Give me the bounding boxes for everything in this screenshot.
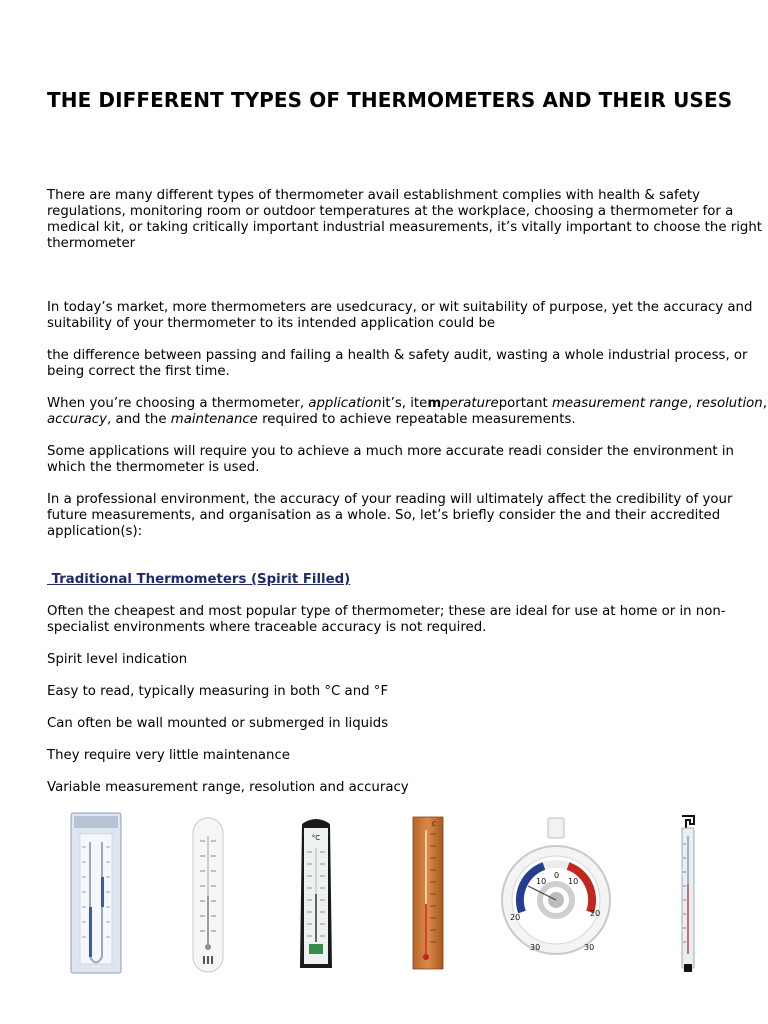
professional-paragraph: In a professional environment, the accuracy of your reading will ultimately affect the credibility of your future measurements, and organisation as a whole. So, let’s briefly consider the and their accredited application(s): (47, 492, 733, 539)
page-title: THE DIFFERENT TYPES OF THERMOMETERS AND THEIR USES (47, 88, 733, 112)
choosing-paragraph (47, 396, 768, 428)
feature-item: Spirit level indication (47, 652, 188, 667)
dial-tick: 10 (568, 877, 579, 886)
intro-paragraph: There are many different types of thermometer avail establishment complies with health & safety regulations, monitoring room or outdoor temperatures at the workplace, choosing a thermometer for a medical kit, or taking critically important industrial measurements, it’s vitally important to choose the right thermometer (47, 188, 762, 251)
choosing-text: portant (498, 396, 552, 411)
choosing-emphasis-resolution: resolution (696, 396, 763, 411)
choosing-emphasis-accuracy: accuracy (47, 412, 107, 427)
choosing-text: , (687, 396, 697, 411)
choosing-text: it’s, ite (381, 396, 428, 411)
choosing-text: , (762, 396, 767, 411)
dial-tick: 20 (590, 909, 601, 918)
applications-paragraph: Some applications will require you to achieve a much more accurate readi consider the environment in which the thermometer is used. (47, 444, 734, 475)
framed-celsius-thermometer-image (296, 814, 336, 970)
market-paragraph: In today’s market, more thermometers are usedcuracy, or wit suitability of purpose, yet the accuracy and suitability of your thermometer to its intended application could be (47, 300, 753, 331)
dial-tick: 0 (554, 871, 560, 880)
traditional-thermometers-link-text: Traditional Thermometers (Spirit Filled) (51, 572, 351, 587)
feature-item: Easy to read, typically measuring in both °C and °F (47, 684, 389, 699)
celsius-mark: °C (311, 834, 321, 842)
hanging-fridge-thermometer-image (678, 814, 698, 974)
choosing-text: required to achieve repeatable measurements. (257, 412, 576, 427)
section-intro-paragraph: Often the cheapest and most popular type of thermometer; these are ideal for use at home or in non-specialist environments where traceable accuracy is not required. (47, 604, 726, 635)
dial-tick: 30 (584, 943, 595, 952)
dial-tick: 20 (510, 913, 521, 922)
dial-tick: 30 (530, 943, 541, 952)
max-min-thermometer-image (70, 812, 122, 974)
choosing-emphasis-range: measurement range (551, 396, 688, 411)
choosing-emphasis-application: application (308, 396, 382, 411)
dial-fridge-thermometer-image (500, 816, 612, 958)
feature-item: They require very little maintenance (47, 748, 290, 763)
choosing-text: , and the (107, 412, 171, 427)
choosing-bold-m: m (427, 396, 442, 411)
choosing-emphasis-temperature: perature (441, 396, 499, 411)
wall-thermometer-image (191, 816, 225, 974)
feature-item: Variable measurement range, resolution and accuracy (47, 780, 409, 795)
feature-item: Can often be wall mounted or submerged in liquids (47, 716, 389, 731)
choosing-text: When you’re choosing a thermometer, (47, 396, 309, 411)
dial-tick: 10 (536, 877, 547, 886)
traditional-thermometers-link[interactable] (47, 572, 350, 588)
choosing-emphasis-maintenance: maintenance (170, 412, 258, 427)
difference-paragraph: the difference between passing and failing a health & safety audit, wasting a whole industrial process, or being correct the first time. (47, 348, 748, 379)
wooden-thermometer-image (412, 816, 444, 970)
c-mark: C (431, 821, 437, 828)
